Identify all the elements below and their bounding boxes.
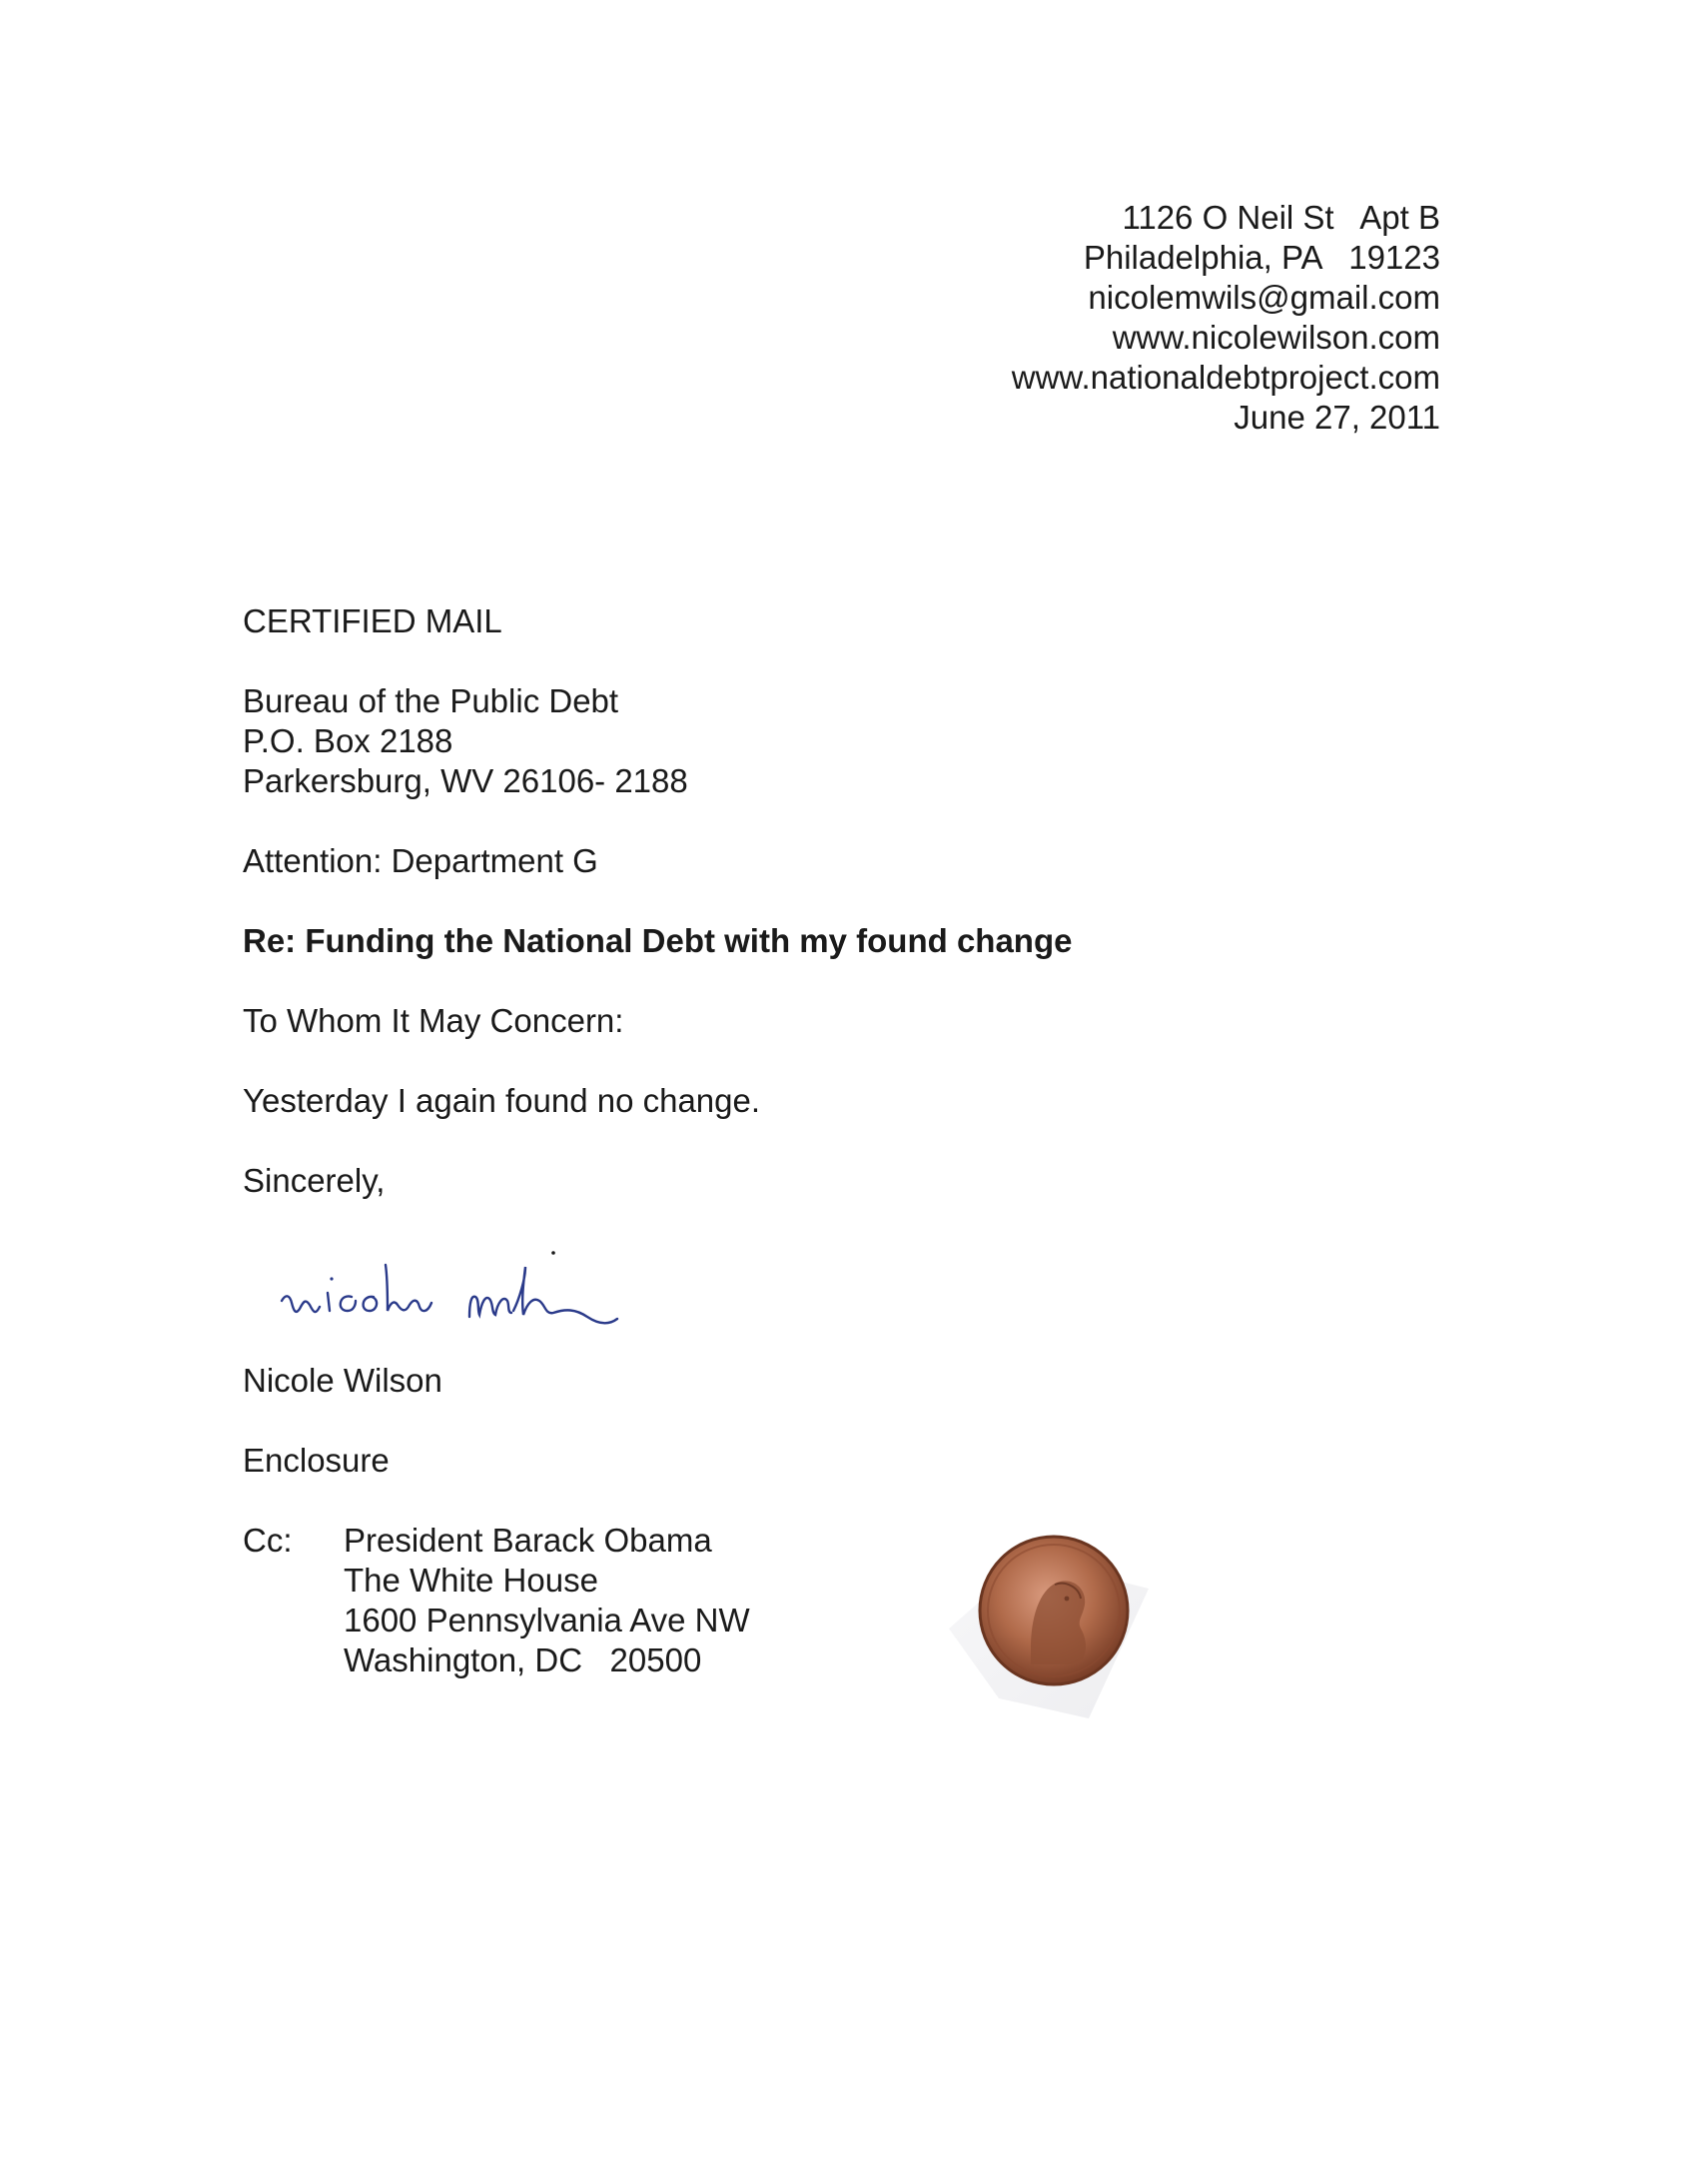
sender-address-block — [1012, 198, 1440, 438]
cc-address-block — [344, 1521, 750, 1680]
cc-label: Cc: — [243, 1522, 293, 1559]
signer-name: Nicole Wilson — [243, 1362, 442, 1399]
recipient-city: Parkersburg, WV 26106- 2188 — [243, 762, 688, 799]
letter-body: Yesterday I again found no change. — [243, 1082, 761, 1119]
cc-organization: The White House — [344, 1562, 598, 1599]
penny-coin-image — [939, 1499, 1169, 1728]
sender-website-project: www.nationaldebtproject.com — [1011, 359, 1440, 396]
handwritten-signature — [270, 1239, 739, 1369]
recipient-name: Bureau of the Public Debt — [243, 682, 619, 719]
closing: Sincerely, — [243, 1162, 386, 1199]
sender-email: nicolemwils@gmail.com — [1088, 279, 1440, 316]
salutation: To Whom It May Concern: — [243, 1002, 624, 1039]
recipient-po-box: P.O. Box 2188 — [243, 722, 453, 759]
mail-type: CERTIFIED MAIL — [243, 602, 502, 639]
attention-line: Attention: Department G — [243, 842, 598, 879]
enclosure-note: Enclosure — [243, 1442, 390, 1479]
sender-website-personal: www.nicolewilson.com — [1112, 319, 1440, 356]
subject-line: Re: Funding the National Debt with my found change — [243, 922, 1073, 959]
cc-city: Washington, DC 20500 — [344, 1641, 702, 1678]
letter-date: June 27, 2011 — [1234, 399, 1440, 436]
cc-name: President Barack Obama — [344, 1522, 712, 1559]
sender-city: Philadelphia, PA 19123 — [1083, 239, 1440, 276]
recipient-address-block — [243, 681, 688, 801]
cc-street: 1600 Pennsylvania Ave NW — [344, 1602, 750, 1638]
sender-street: 1126 O Neil St Apt B — [1122, 199, 1440, 236]
